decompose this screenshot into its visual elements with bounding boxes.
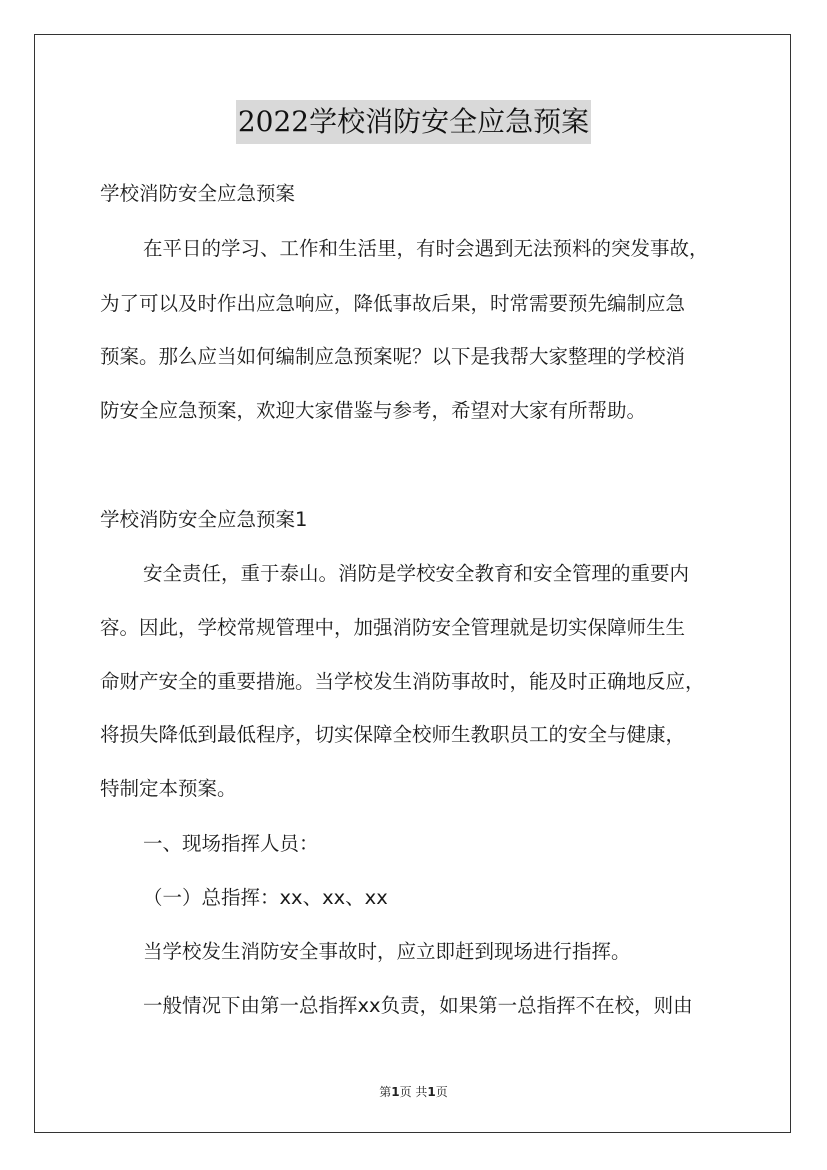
intro-line: 防安全应急预案，欢迎大家借鉴与参考，希望对大家有所帮助。 (100, 399, 647, 422)
footer-prefix: 第 (379, 1085, 392, 1099)
body-line: 安全责任，重于泰山。消防是学校安全教育和安全管理的重要内 (143, 562, 690, 585)
section-heading: 学校消防安全应急预案 (100, 182, 296, 205)
page-number: 1 (391, 1085, 400, 1099)
section-heading: 学校消防安全应急预案1 (100, 508, 308, 531)
paragraph: 当学校发生消防安全事故时，应立即赶到现场进行指挥。 (143, 940, 631, 963)
title-container (0, 100, 827, 144)
body-line: 特制定本预案。 (100, 777, 237, 800)
body-line: 将损失降低到最低程序，切实保障全校师生教职员工的安全与健康， (100, 723, 686, 746)
page-footer (0, 1083, 827, 1100)
footer-mid: 页 共 (399, 1085, 428, 1099)
footer-suffix: 页 (435, 1085, 448, 1099)
section-subheading: 一、现场指挥人员： (143, 832, 319, 855)
body-line: 命财产安全的重要措施。当学校发生消防事故时，能及时正确地反应， (100, 670, 705, 693)
intro-line: 在平日的学习、工作和生活里，有时会遇到无法预料的突发事故， (143, 237, 709, 260)
paragraph: 一般情况下由第一总指挥xx负责，如果第一总指挥不在校，则由 (143, 994, 693, 1017)
intro-line: 预案。那么应当如何编制应急预案呢？以下是我帮大家整理的学校消 (100, 345, 686, 368)
total-pages: 1 (427, 1085, 436, 1099)
sub-item: （一）总指挥：xx、xx、xx (143, 886, 388, 909)
intro-line: 为了可以及时作出应急响应，降低事故后果，时常需要预先编制应急 (100, 292, 686, 315)
document-title: 2022学校消防安全应急预案 (236, 100, 591, 144)
body-line: 容。因此，学校常规管理中，加强消防安全管理就是切实保障师生生 (100, 616, 686, 639)
